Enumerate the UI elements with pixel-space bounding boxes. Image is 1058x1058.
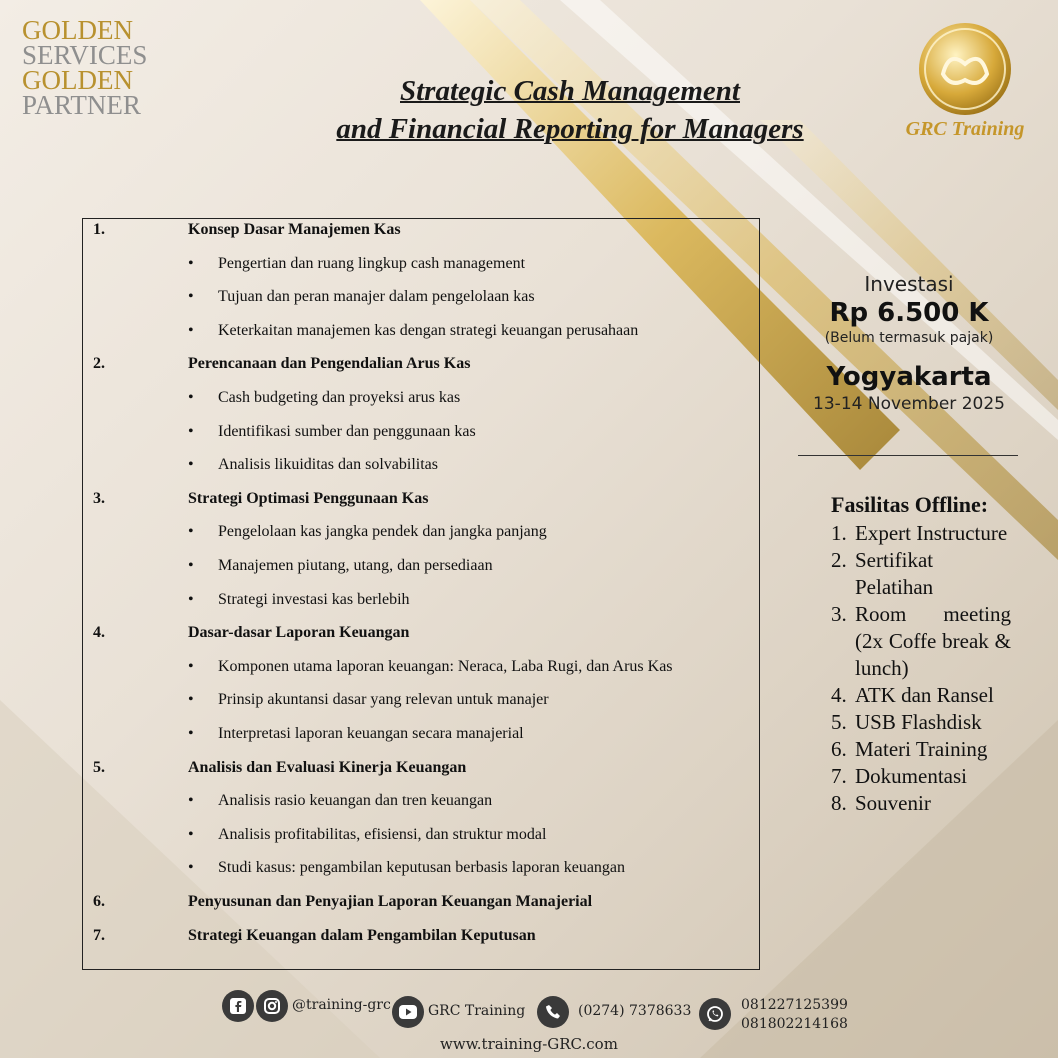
outline-item-text: Pengelolaan kas jangka pendek dan jangka panjang bbox=[218, 523, 547, 541]
facility-text: Souvenir bbox=[855, 791, 931, 815]
bullet: • bbox=[188, 288, 194, 306]
facility-text: ATK dan Ransel bbox=[855, 683, 994, 707]
logo-text: GRC Training bbox=[905, 118, 1025, 140]
bullet: • bbox=[188, 321, 194, 339]
outline-item-text: Pengertian dan ruang lingkup cash management bbox=[218, 254, 526, 272]
bullet: • bbox=[188, 859, 194, 877]
outline-item-text: Keterkaitan manajemen kas dengan strategi keuangan perusahaan bbox=[218, 321, 639, 339]
bullet: • bbox=[188, 254, 194, 272]
facility-number: 8. bbox=[831, 791, 847, 815]
facility-text: USB Flashdisk bbox=[855, 710, 982, 734]
website-link[interactable]: www.training-GRC.com bbox=[440, 1035, 618, 1053]
whatsapp-number-2[interactable]: 081802214168 bbox=[741, 1016, 848, 1032]
section-title: Strategi Keuangan dalam Pengambilan Keputusan bbox=[188, 926, 536, 944]
facility-number: 1. bbox=[831, 521, 847, 545]
facility-number: 3. bbox=[831, 602, 847, 626]
whatsapp-icon[interactable] bbox=[699, 998, 731, 1030]
whatsapp-number-1[interactable]: 081227125399 bbox=[741, 997, 848, 1013]
outline-item-text: Komponen utama laporan keuangan: Neraca, Laba Rugi, dan Arus Kas bbox=[218, 657, 673, 675]
divider bbox=[798, 455, 1018, 456]
youtube-icon[interactable] bbox=[392, 996, 424, 1028]
facility-item bbox=[831, 682, 1011, 709]
facility-number: 5. bbox=[831, 710, 847, 734]
section-number: 1. bbox=[93, 221, 105, 238]
outline-item-text: Analisis rasio keuangan dan tren keuangan bbox=[218, 792, 493, 810]
bullet: • bbox=[188, 456, 194, 474]
outline-item-text: Analisis likuiditas dan solvabilitas bbox=[218, 456, 438, 474]
bullet: • bbox=[188, 725, 194, 742]
facility-number: 6. bbox=[831, 737, 847, 761]
social-handle[interactable]: @training-grc bbox=[292, 997, 391, 1013]
bullet: • bbox=[188, 389, 194, 406]
facility-text: Room meeting (2x Coffe break & lunch) bbox=[855, 602, 1011, 680]
facilities-list bbox=[831, 520, 1011, 817]
facility-item bbox=[831, 547, 1011, 601]
facility-item bbox=[831, 736, 1011, 763]
course-outline bbox=[82, 218, 760, 970]
bullet: • bbox=[188, 691, 194, 709]
facility-text: Materi Training bbox=[855, 737, 988, 761]
section-title: Penyusunan dan Penyajian Laporan Keuangan Manajerial bbox=[188, 893, 593, 910]
facility-number: 2. bbox=[831, 548, 847, 572]
title-line-1: Strategic Cash Management bbox=[400, 75, 740, 107]
outline-item-text: Studi kasus: pengambilan keputusan berbasis laporan keuangan bbox=[218, 859, 626, 877]
section-title: Dasar-dasar Laporan Keuangan bbox=[188, 624, 410, 642]
page-title bbox=[270, 72, 870, 148]
section-number: 5. bbox=[93, 758, 105, 776]
section-number: 6. bbox=[93, 893, 105, 910]
section-title: Konsep Dasar Manajemen Kas bbox=[188, 221, 401, 238]
facility-text: Expert Instructure bbox=[855, 521, 1008, 545]
section-number: 7. bbox=[93, 926, 105, 944]
outline-item-text: Manajemen piutang, utang, dan persediaan bbox=[218, 557, 493, 574]
outline-item-text: Strategi investasi kas berlebih bbox=[218, 590, 410, 608]
price-panel bbox=[790, 272, 1028, 414]
bullet: • bbox=[188, 792, 194, 810]
brand-line-3: GOLDEN bbox=[22, 65, 133, 95]
phone-icon[interactable] bbox=[537, 996, 569, 1028]
golden-partner-brand bbox=[22, 15, 148, 120]
facility-item bbox=[831, 709, 1011, 736]
section-number: 3. bbox=[93, 489, 105, 507]
event-date: 13-14 November 2025 bbox=[813, 394, 1005, 414]
facility-item bbox=[831, 763, 1011, 790]
title-line-2: and Financial Reporting for Managers bbox=[336, 113, 804, 145]
outline-item-text: Interpretasi laporan keuangan secara manajerial bbox=[218, 725, 524, 742]
section-number: 4. bbox=[93, 624, 105, 642]
section-number: 2. bbox=[93, 355, 105, 373]
facility-text: Sertifikat Pelatihan bbox=[855, 548, 934, 599]
outline-item-text: Prinsip akuntansi dasar yang relevan untuk manajer bbox=[218, 691, 549, 709]
outline-item-text: Cash budgeting dan proyeksi arus kas bbox=[218, 389, 461, 406]
bullet: • bbox=[188, 825, 194, 843]
bullet: • bbox=[188, 523, 194, 541]
brand-line-2: SERVICES bbox=[22, 40, 148, 70]
investment-label: Investasi bbox=[864, 272, 954, 296]
outline-item-text: Analisis profitabilitas, efisiensi, dan struktur modal bbox=[218, 825, 547, 843]
instagram-icon[interactable] bbox=[256, 990, 288, 1022]
facility-number: 7. bbox=[831, 764, 847, 788]
outline-item-text: Identifikasi sumber dan penggunaan kas bbox=[218, 422, 476, 440]
city: Yogyakarta bbox=[826, 362, 992, 392]
facility-number: 4. bbox=[831, 683, 847, 707]
section-title: Perencanaan dan Pengendalian Arus Kas bbox=[188, 355, 471, 373]
facility-item bbox=[831, 601, 1011, 682]
brand-line-4: PARTNER bbox=[22, 90, 141, 120]
youtube-channel[interactable]: GRC Training bbox=[428, 1003, 526, 1019]
bullet: • bbox=[188, 590, 194, 608]
grc-emblem-icon bbox=[885, 22, 1045, 118]
facility-text: Dokumentasi bbox=[855, 764, 967, 788]
facility-item bbox=[831, 520, 1011, 547]
outline-item-text: Tujuan dan peran manajer dalam pengelolaan kas bbox=[218, 288, 535, 306]
facility-item bbox=[831, 790, 1011, 817]
bullet: • bbox=[188, 422, 194, 440]
tax-note: (Belum termasuk pajak) bbox=[824, 330, 994, 346]
grc-logo bbox=[885, 22, 1045, 147]
investment-price: Rp 6.500 K bbox=[829, 298, 989, 328]
bullet: • bbox=[188, 557, 194, 574]
phone-number[interactable]: (0274) 7378633 bbox=[578, 1003, 692, 1019]
facebook-icon[interactable] bbox=[222, 990, 254, 1022]
facilities-title: Fasilitas Offline: bbox=[831, 492, 989, 517]
section-title: Strategi Optimasi Penggunaan Kas bbox=[188, 489, 429, 507]
brand-line-1: GOLDEN bbox=[22, 15, 133, 45]
bullet: • bbox=[188, 657, 194, 675]
section-title: Analisis dan Evaluasi Kinerja Keuangan bbox=[188, 758, 467, 776]
